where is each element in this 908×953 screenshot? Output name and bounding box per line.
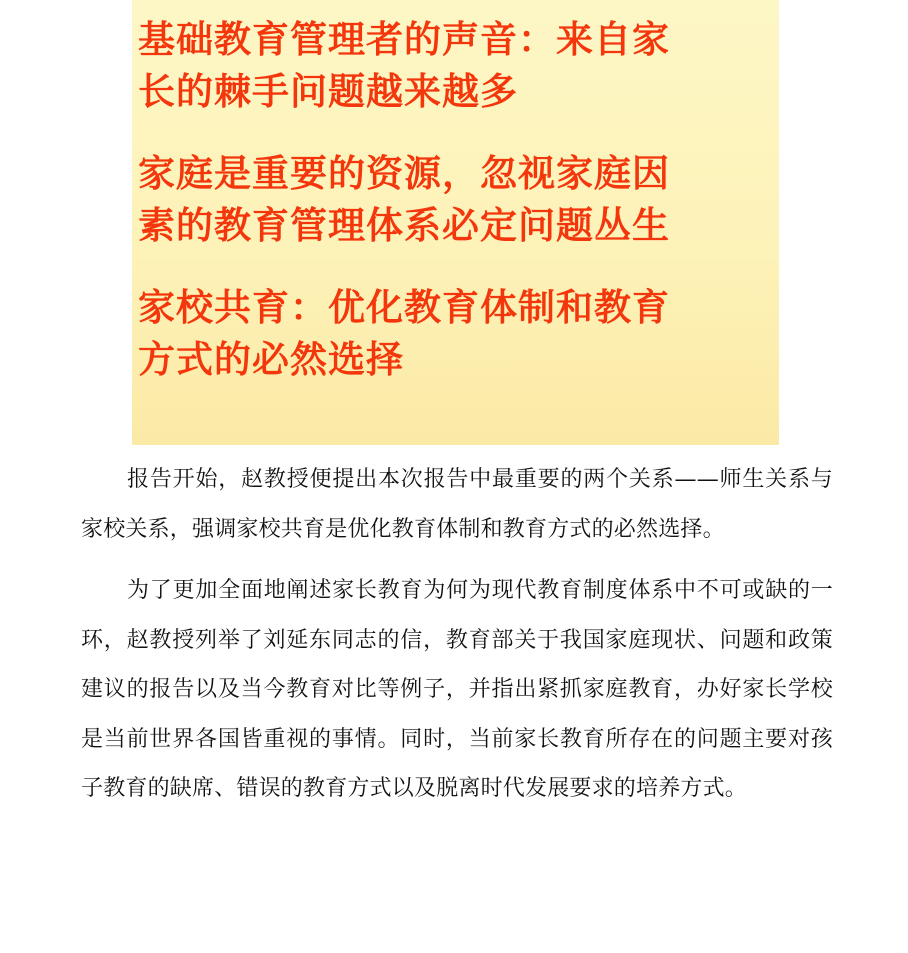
slide-line: 家校共育：优化教育体制和教育 <box>138 286 670 329</box>
slide-line: 长的棘手问题越来越多 <box>138 70 518 113</box>
article-paragraph-2: 为了更加全面地阐述家长教育为何为现代教育制度体系中不可或缺的一环，赵教授列举了刘延东同志的信，教育部关于我国家庭现状、问题和政策建议的报告以及当今教育对比等例子，并指出紧抓家庭教育，办好家长学校是当前世界各国皆重视的事情。同时，当前家长教育所存在的问题主要对孩子教育的缺席、错误的教育方式以及脱离时代发展要求的培养方式。 <box>81 578 833 801</box>
slide-line: 家庭是重要的资源，忽视家庭因 <box>138 152 670 195</box>
slide-block-3 <box>138 282 769 386</box>
slide-image <box>132 0 779 445</box>
slide-line: 素的教育管理体系必定问题丛生 <box>138 204 670 247</box>
slide-line: 方式的必然选择 <box>138 338 404 381</box>
slide-block-2 <box>138 148 769 252</box>
slide-line: 基础教育管理者的声音：来自家 <box>138 18 670 61</box>
article-paragraph-1: 报告开始，赵教授便提出本次报告中最重要的两个关系——师生关系与家校关系，强调家校共育是优化教育体制和教育方式的必然选择。 <box>81 467 833 542</box>
article-body <box>81 455 833 814</box>
slide-block-1 <box>138 14 769 118</box>
